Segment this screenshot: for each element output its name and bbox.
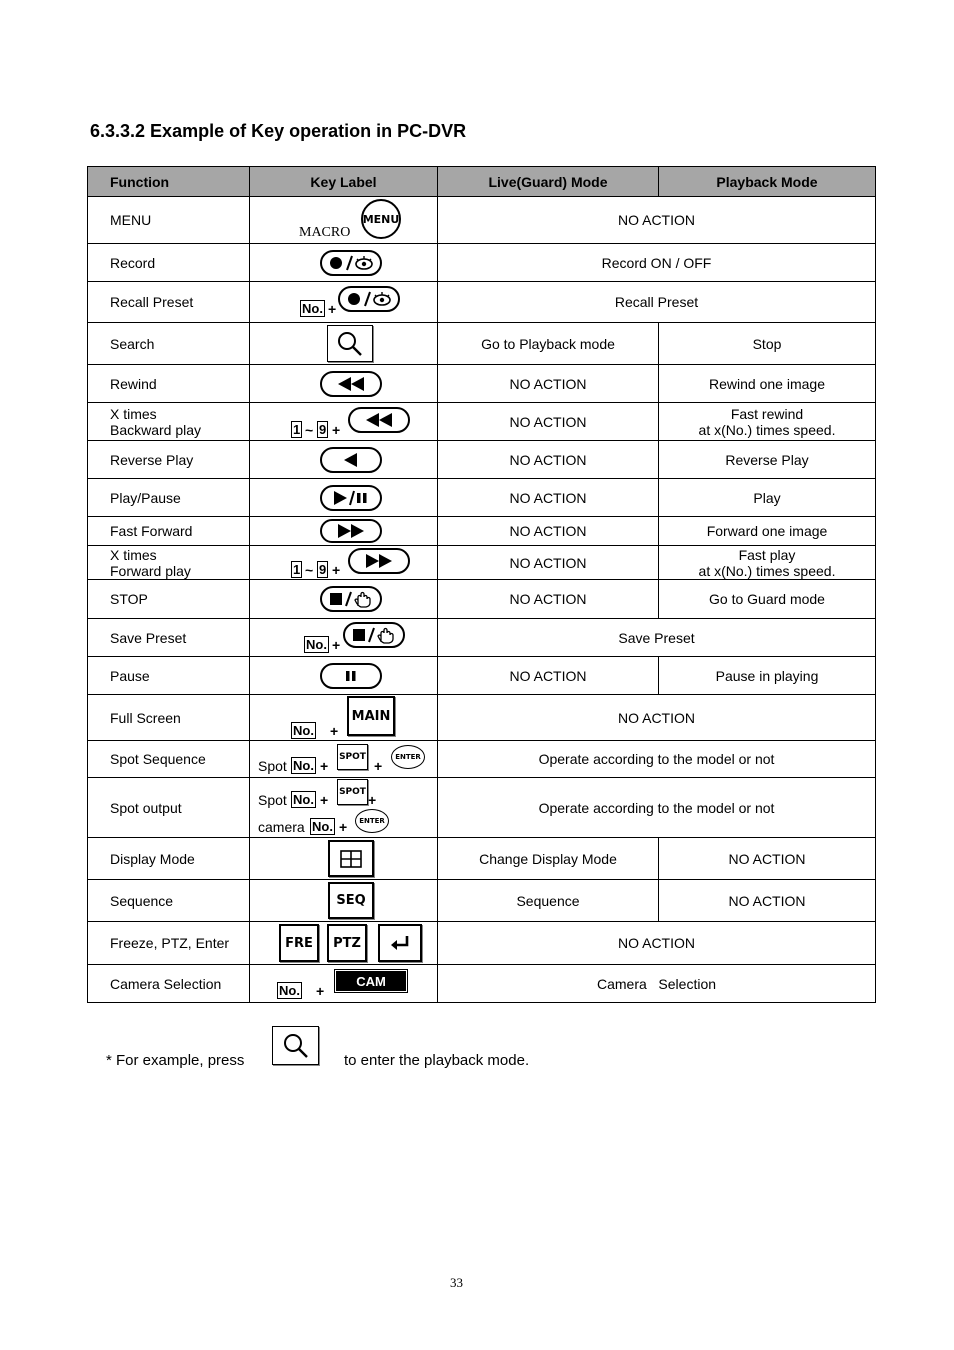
table-row	[88, 657, 876, 695]
header-key-label: Key Label	[250, 167, 438, 197]
ptz-key-icon: PTZ	[327, 924, 367, 962]
plus-sign: +	[328, 301, 337, 317]
live-mode-cell: NO ACTION	[438, 197, 876, 244]
header-playback-mode: Playback Mode	[659, 167, 876, 197]
key-label-cell	[250, 479, 438, 517]
table-row	[88, 778, 876, 838]
live-mode-cell: NO ACTION	[438, 922, 876, 965]
enter-key-icon: ENTER	[355, 809, 389, 833]
live-mode-cell: Sequence	[438, 880, 659, 922]
table-row	[88, 517, 876, 546]
live-mode-cell: Recall Preset	[438, 282, 876, 323]
plus-sign: +	[339, 819, 348, 835]
number-key-label: No.	[306, 637, 327, 652]
freeze-key-icon: FRE	[279, 924, 319, 962]
number-key-label: No.	[293, 723, 314, 738]
key-label-cell	[250, 365, 438, 403]
macro-label: MACRO	[299, 225, 351, 240]
key-label-cell	[250, 880, 438, 922]
section-title: 6.3.3.2 Example of Key operation in PC-DVR	[90, 121, 467, 141]
key-label-cell	[250, 657, 438, 695]
live-mode-cell: NO ACTION	[438, 546, 659, 580]
pause-key-icon	[320, 663, 382, 689]
key-label-cell	[250, 323, 438, 365]
playback-mode-cell: Stop	[659, 323, 876, 365]
page-number: 33	[450, 1275, 463, 1290]
table-row	[88, 619, 876, 657]
live-mode-cell: Record ON / OFF	[438, 244, 876, 282]
playback-mode-cell: Fast rewind at x(No.) times speed.	[659, 403, 876, 441]
key-label-cell	[250, 244, 438, 282]
number-one-key-label: 1	[293, 562, 301, 577]
number-one-key-label: 1	[293, 422, 301, 437]
live-mode-cell: Save Preset	[438, 619, 876, 657]
function-cell: Fast Forward	[88, 517, 250, 546]
table-row	[88, 695, 876, 741]
function-cell: Rewind	[88, 365, 250, 403]
play-pause-key-icon	[320, 485, 382, 511]
record-key-icon	[338, 286, 400, 312]
live-mode-cell: NO ACTION	[438, 479, 659, 517]
rewind-key-icon	[320, 371, 382, 397]
table-row	[88, 244, 876, 282]
playback-mode-cell: Rewind one image	[659, 365, 876, 403]
function-cell: Save Preset	[88, 619, 250, 657]
display-mode-key-icon	[328, 840, 374, 877]
plus-sign: +	[332, 422, 341, 438]
spot-key-icon: SPOT	[337, 744, 368, 770]
function-cell: Record	[88, 244, 250, 282]
live-mode-cell: NO ACTION	[438, 517, 659, 546]
number-key-label: No.	[293, 758, 314, 773]
live-mode-cell: Operate according to the model or not	[438, 778, 876, 838]
key-label-cell	[250, 778, 438, 838]
spot-label: Spot	[258, 758, 287, 774]
plus-sign: +	[374, 758, 383, 774]
live-mode-cell: Operate according to the model or not	[438, 741, 876, 778]
function-cell: Search	[88, 323, 250, 365]
table-row	[88, 580, 876, 619]
function-cell: Camera Selection	[88, 965, 250, 1003]
live-mode-cell: NO ACTION	[438, 657, 659, 695]
playback-mode-cell: Reverse Play	[659, 441, 876, 479]
key-label-cell	[250, 741, 438, 778]
key-label-cell	[250, 965, 438, 1003]
cam-key-icon: CAM	[336, 971, 406, 991]
live-mode-cell: NO ACTION	[438, 580, 659, 619]
table-row	[88, 365, 876, 403]
key-label-cell	[250, 403, 438, 441]
note-text-after: to enter the playback mode.	[344, 1052, 530, 1069]
playback-mode-cell: Pause in playing	[659, 657, 876, 695]
number-nine-key-label: 9	[319, 422, 327, 437]
function-cell: Spot output	[88, 778, 250, 838]
key-label-cell	[250, 282, 438, 323]
key-label-cell	[250, 695, 438, 741]
plus-sign: +	[320, 792, 329, 808]
plus-sign: +	[332, 562, 341, 578]
record-key-icon	[320, 250, 382, 276]
plus-sign: +	[320, 758, 329, 774]
plus-sign: +	[332, 637, 341, 653]
spot-key-icon: SPOT	[337, 779, 368, 805]
function-cell: Display Mode	[88, 838, 250, 880]
main-key-icon: MAIN	[347, 696, 395, 736]
function-cell: Reverse Play	[88, 441, 250, 479]
table-row	[88, 282, 876, 323]
function-cell: X times Forward play	[88, 546, 250, 580]
plus-sign: +	[316, 983, 325, 999]
plus-sign: +	[368, 792, 377, 808]
playback-mode-cell: Play	[659, 479, 876, 517]
table-row	[88, 323, 876, 365]
live-mode-cell: NO ACTION	[438, 695, 876, 741]
function-cell: Full Screen	[88, 695, 250, 741]
key-operation-table	[87, 166, 876, 1003]
function-cell: STOP	[88, 580, 250, 619]
spot-label: Spot	[258, 792, 287, 808]
tilde: ~	[305, 422, 314, 438]
table-row	[88, 965, 876, 1003]
playback-mode-cell: Forward one image	[659, 517, 876, 546]
function-cell: MENU	[88, 197, 250, 244]
table-row	[88, 838, 876, 880]
number-key-label: No.	[312, 819, 333, 834]
enter-arrow-key-icon	[378, 924, 422, 962]
number-key-label: No.	[293, 792, 314, 807]
function-cell: Play/Pause	[88, 479, 250, 517]
key-label-cell	[250, 546, 438, 580]
header-live-mode: Live(Guard) Mode	[438, 167, 659, 197]
fast-forward-key-icon	[320, 519, 382, 543]
function-cell: Sequence	[88, 880, 250, 922]
live-mode-cell: NO ACTION	[438, 365, 659, 403]
table-row	[88, 479, 876, 517]
enter-key-icon: ENTER	[391, 745, 425, 769]
header-function: Function	[88, 167, 250, 197]
table-row	[88, 546, 876, 580]
key-label-cell	[250, 441, 438, 479]
function-cell: X times Backward play	[88, 403, 250, 441]
key-label-cell	[250, 619, 438, 657]
tilde: ~	[305, 562, 314, 578]
live-mode-cell: Change Display Mode	[438, 838, 659, 880]
function-cell: Recall Preset	[88, 282, 250, 323]
number-key-label: No.	[302, 301, 323, 316]
menu-key-icon: MENU	[361, 199, 401, 239]
table-row	[88, 741, 876, 778]
reverse-play-key-icon	[320, 447, 382, 473]
playback-mode-cell: Go to Guard mode	[659, 580, 876, 619]
key-label-cell	[250, 922, 438, 965]
number-key-label: No.	[279, 983, 300, 998]
plus-sign: +	[330, 723, 339, 739]
number-nine-key-label: 9	[319, 562, 327, 577]
key-label-cell	[250, 197, 438, 244]
fast-forward-key-icon	[348, 548, 410, 574]
table-row	[88, 441, 876, 479]
playback-mode-cell: NO ACTION	[659, 838, 876, 880]
function-cell: Freeze, PTZ, Enter	[88, 922, 250, 965]
search-icon	[272, 1026, 319, 1065]
live-mode-cell: Go to Playback mode	[438, 323, 659, 365]
seq-key-icon: SEQ	[328, 882, 374, 919]
table-row	[88, 922, 876, 965]
key-label-cell	[250, 838, 438, 880]
rewind-key-icon	[348, 407, 410, 433]
stop-key-icon	[320, 586, 382, 612]
table-header-row	[88, 167, 876, 197]
table-row	[88, 403, 876, 441]
table-row	[88, 880, 876, 922]
function-cell: Spot Sequence	[88, 741, 250, 778]
function-cell: Pause	[88, 657, 250, 695]
playback-mode-cell: NO ACTION	[659, 880, 876, 922]
live-mode-cell: Camera Selection	[438, 965, 876, 1003]
table-row	[88, 197, 876, 244]
key-label-cell	[250, 580, 438, 619]
live-mode-cell: NO ACTION	[438, 403, 659, 441]
search-key-icon	[327, 325, 373, 362]
camera-label: camera	[258, 819, 305, 835]
key-label-cell	[250, 517, 438, 546]
note-text-before: * For example, press	[106, 1052, 245, 1069]
playback-mode-cell: Fast play at x(No.) times speed.	[659, 546, 876, 580]
stop-key-icon	[343, 622, 405, 648]
live-mode-cell: NO ACTION	[438, 441, 659, 479]
